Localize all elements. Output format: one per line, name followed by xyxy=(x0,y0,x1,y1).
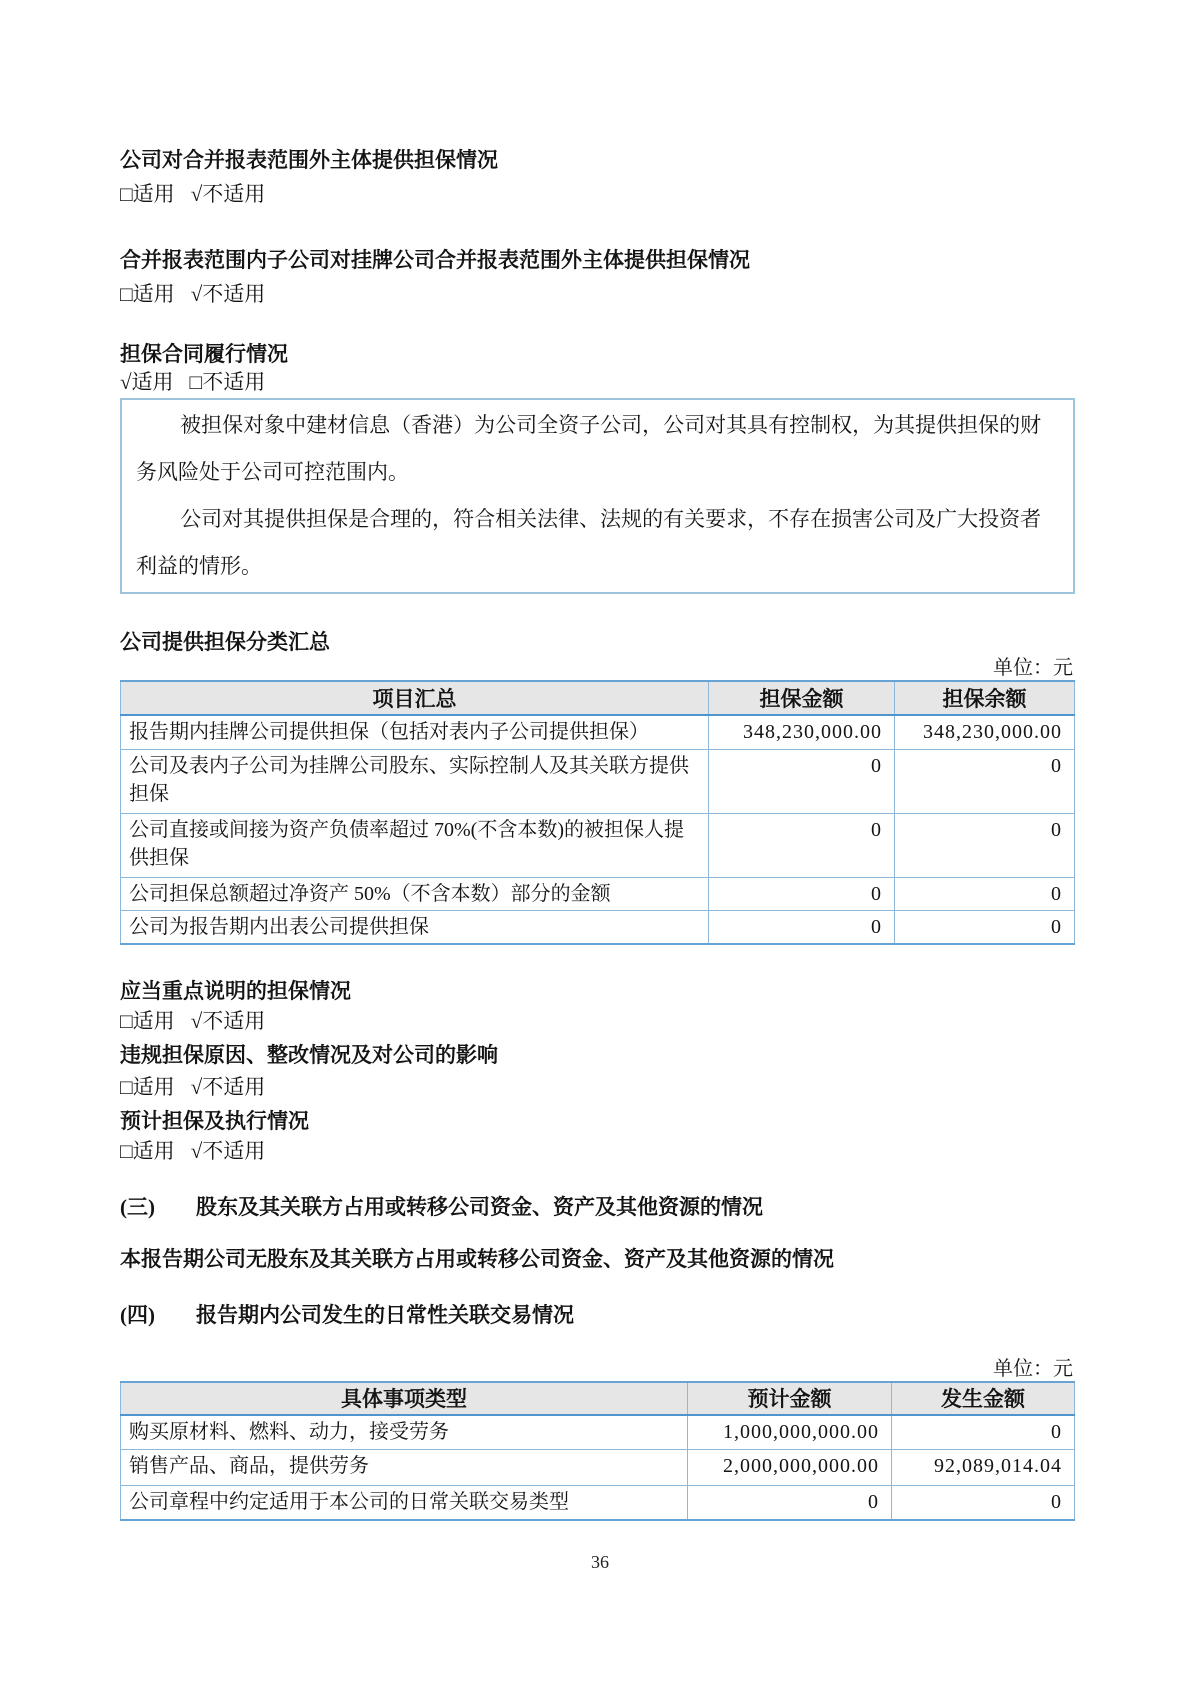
checkbox-not-applicable-checked: √不适用 xyxy=(190,1008,266,1033)
table-row xyxy=(121,749,1075,813)
page-number: 36 xyxy=(591,1552,609,1572)
estimated-amount-value: 1,000,000,000.00 xyxy=(688,1415,892,1450)
section-number: (四) xyxy=(120,1302,155,1327)
table-row xyxy=(121,813,1075,877)
applicability-line-4 xyxy=(120,1007,1075,1035)
checkbox-applicable-unchecked: □适用 xyxy=(120,1138,175,1163)
estimated-amount-value: 2,000,000,000.00 xyxy=(688,1450,892,1486)
checkbox-not-applicable-checked: √不适用 xyxy=(190,182,266,206)
checkbox-applicable-unchecked: □适用 xyxy=(120,182,175,206)
row-label: 公司章程中约定适用于本公司的日常关联交易类型 xyxy=(121,1486,688,1520)
applicability-line-3 xyxy=(120,368,1075,396)
actual-amount-value: 92,089,014.04 xyxy=(892,1450,1075,1486)
applicability-line-1 xyxy=(120,180,1075,208)
row-label: 公司及表内子公司为挂牌公司股东、实际控制人及其关联方提供担保 xyxy=(121,749,709,813)
guarantee-amount-value: 0 xyxy=(709,877,895,910)
heading-subsidiary-guarantee: 合并报表范围内子公司对挂牌公司合并报表范围外主体提供担保情况 xyxy=(120,248,750,272)
guarantee-balance-value: 0 xyxy=(895,877,1075,910)
heading-guarantee-outside-scope: 公司对合并报表范围外主体提供担保情况 xyxy=(120,148,498,172)
unit-label: 单位：元 xyxy=(993,1357,1073,1380)
guarantee-amount-value: 0 xyxy=(709,749,895,813)
checkbox-applicable-unchecked: □适用 xyxy=(120,282,175,306)
heading-key-guarantees: 应当重点说明的担保情况 xyxy=(120,978,351,1003)
section-title: 股东及其关联方占用或转移公司资金、资产及其他资源的情况 xyxy=(196,1194,763,1219)
checkbox-not-applicable-unchecked: □不适用 xyxy=(189,370,266,394)
heading-irregular-guarantees: 违规担保原因、整改情况及对公司的影响 xyxy=(120,1042,498,1067)
guarantee-balance-value: 0 xyxy=(895,813,1075,877)
row-label: 购买原材料、燃料、动力，接受劳务 xyxy=(121,1415,688,1450)
guarantee-note-paragraph-1: 被担保对象中建材信息（香港）为公司全资子公司，公司对其具有控制权，为其提供担保的财务风险处于公司可控范围内。 xyxy=(136,413,1042,484)
checkbox-not-applicable-checked: √不适用 xyxy=(190,1138,266,1163)
column-header-guarantee-balance: 担保余额 xyxy=(895,681,1075,715)
guarantee-summary-table xyxy=(120,680,1075,945)
table-row xyxy=(121,910,1075,944)
table-row xyxy=(121,1450,1075,1486)
table-row xyxy=(121,1486,1075,1520)
guarantee-note-box xyxy=(120,398,1075,594)
row-label: 公司直接或间接为资产负债率超过 70%(不含本数)的被担保人提供担保 xyxy=(121,813,709,877)
column-header-guarantee-amount: 担保金额 xyxy=(709,681,895,715)
heading-guarantee-contract-performance: 担保合同履行情况 xyxy=(120,342,288,366)
applicability-line-5 xyxy=(120,1073,1075,1101)
estimated-amount-value: 0 xyxy=(688,1486,892,1520)
related-transactions-table xyxy=(120,1381,1075,1521)
column-header-item-summary: 项目汇总 xyxy=(121,681,709,715)
checkbox-not-applicable-checked: √不适用 xyxy=(190,282,266,306)
guarantee-amount-value: 0 xyxy=(709,910,895,944)
actual-amount-value: 0 xyxy=(892,1486,1075,1520)
table-row xyxy=(121,877,1075,910)
heading-guarantee-classification: 公司提供担保分类汇总 xyxy=(120,630,330,654)
row-label: 报告期内挂牌公司提供担保（包括对表内子公司提供担保） xyxy=(121,715,709,749)
guarantee-amount-value: 348,230,000.00 xyxy=(709,715,895,749)
section-heading-3 xyxy=(120,1193,1075,1221)
section-3-statement: 本报告期公司无股东及其关联方占用或转移公司资金、资产及其他资源的情况 xyxy=(120,1246,834,1271)
table-row xyxy=(121,1415,1075,1450)
heading-expected-guarantees: 预计担保及执行情况 xyxy=(120,1108,309,1133)
guarantee-balance-value: 0 xyxy=(895,749,1075,813)
checkbox-not-applicable-checked: √不适用 xyxy=(190,1074,266,1099)
checkbox-applicable-unchecked: □适用 xyxy=(120,1074,175,1099)
column-header-item-type: 具体事项类型 xyxy=(121,1382,688,1415)
guarantee-note-paragraph-2: 公司对其提供担保是合理的，符合相关法律、法规的有关要求，不存在损害公司及广大投资者利益的情形。 xyxy=(136,507,1042,578)
checkbox-applicable-checked: √适用 xyxy=(120,370,174,394)
applicability-line-6 xyxy=(120,1137,1075,1165)
section-title: 报告期内公司发生的日常性关联交易情况 xyxy=(196,1302,574,1327)
table-header-row xyxy=(121,1382,1075,1415)
column-header-estimated-amount: 预计金额 xyxy=(688,1382,892,1415)
guarantee-balance-value: 0 xyxy=(895,910,1075,944)
unit-label: 单位：元 xyxy=(993,657,1073,679)
row-label: 销售产品、商品，提供劳务 xyxy=(121,1450,688,1486)
checkbox-applicable-unchecked: □适用 xyxy=(120,1008,175,1033)
table-row xyxy=(121,715,1075,749)
row-label: 公司为报告期内出表公司提供担保 xyxy=(121,910,709,944)
applicability-line-2 xyxy=(120,280,1075,308)
page-content xyxy=(120,146,1075,1521)
actual-amount-value: 0 xyxy=(892,1415,1075,1450)
row-label: 公司担保总额超过净资产 50%（不含本数）部分的金额 xyxy=(121,877,709,910)
table-header-row xyxy=(121,681,1075,715)
section-number: (三) xyxy=(120,1194,155,1219)
column-header-actual-amount: 发生金额 xyxy=(892,1382,1075,1415)
guarantee-balance-value: 348,230,000.00 xyxy=(895,715,1075,749)
guarantee-amount-value: 0 xyxy=(709,813,895,877)
section-heading-4 xyxy=(120,1301,1075,1329)
